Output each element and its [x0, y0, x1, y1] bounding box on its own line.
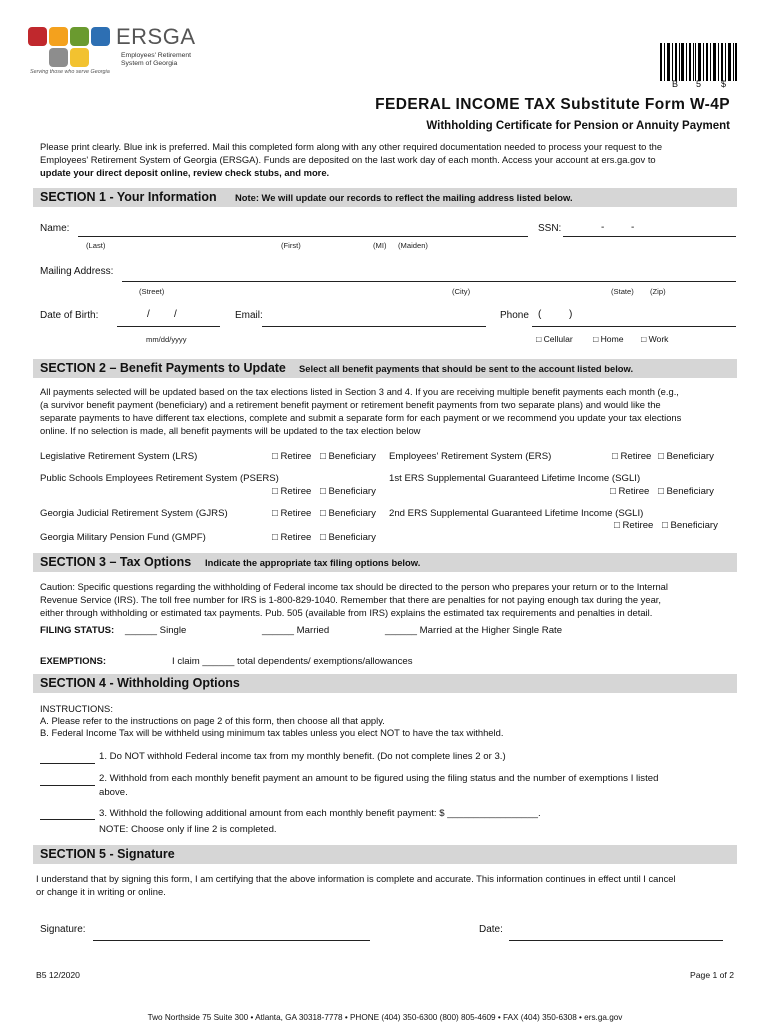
intro-line-1: Please print clearly. Blue ink is preferred. Mail this completed form along with any other required documentation needed to process your request to the: [40, 141, 663, 152]
section-2-title: SECTION 2 – Benefit Payments to Update: [40, 361, 286, 375]
option-3-blank[interactable]: [40, 819, 95, 820]
section-4-header: [33, 674, 737, 693]
filing-single-option[interactable]: ______ Single: [125, 625, 187, 636]
section-5-header: [33, 845, 737, 864]
gmpf-retiree-checkbox[interactable]: □ Retiree: [272, 532, 312, 543]
email-field[interactable]: [262, 326, 486, 327]
barcode-digit-2: 5: [696, 79, 702, 89]
page-title: FEDERAL INCOME TAX Substitute Form W-4P: [375, 96, 730, 113]
cellular-checkbox[interactable]: □ Cellular: [536, 334, 573, 344]
street-hint: (Street): [139, 287, 165, 296]
logo-line1: Employees' Retirement: [121, 52, 192, 59]
signature-label: Signature:: [40, 924, 86, 935]
logo-square-orange: [49, 27, 68, 46]
psers-label: Public Schools Employees Retirement System (PSERS): [40, 473, 279, 484]
phone-open-paren: (: [538, 309, 542, 320]
form-id: B5 12/2020: [36, 970, 80, 980]
exemptions-claim-field[interactable]: I claim ______ total dependents/ exemptions/allowances: [172, 656, 413, 667]
logo-square-blue: [91, 27, 110, 46]
section-2-para-3: separate payments to have different tax elections, complete and submit a separate form for each payment or we recommend you update your tax elections: [40, 412, 682, 423]
logo-square-gray: [49, 48, 68, 67]
middle-initial-hint: (MI): [373, 241, 387, 250]
page-number: Page 1 of 2: [690, 970, 734, 980]
caution-line-3: either through withholding or estimated tax payments. Pub. 505 (available from IRS) explains the estimated tax requirements and penalties in detail.: [40, 607, 653, 618]
work-checkbox[interactable]: □ Work: [641, 334, 669, 344]
section-2-note: Select all benefit payments that should be sent to the account listed below.: [299, 363, 634, 374]
name-field[interactable]: [78, 236, 528, 237]
maiden-name-hint: (Maiden): [398, 241, 428, 250]
logo-line2: System of Georgia: [121, 60, 178, 67]
option-3-text: 3. Withhold the following additional amount from each monthly benefit payment: $ _________________.: [99, 808, 541, 819]
section-1-header: [33, 188, 737, 207]
state-hint: (State): [611, 287, 634, 296]
dob-separator-2: /: [174, 309, 177, 320]
lrs-label: Legislative Retirement System (LRS): [40, 451, 198, 462]
ers-label: Employees' Retirement System (ERS): [389, 451, 552, 462]
page-subtitle: Withholding Certificate for Pension or Annuity Payment: [426, 120, 730, 132]
last-name-hint: (Last): [86, 241, 106, 250]
exemptions-label: EXEMPTIONS:: [40, 656, 107, 667]
barcode-digit-1: B: [672, 79, 679, 89]
logo-square-yellow: [70, 48, 89, 67]
logo-name: ERSGA: [116, 24, 196, 49]
section-2-para-1: All payments selected will be updated based on the tax elections listed in Section 3 and 4. If you are receiving multiple benefit payments each month (e.g.,: [40, 386, 679, 397]
lrs-beneficiary-checkbox[interactable]: □ Beneficiary: [320, 451, 376, 462]
section-1-title: SECTION 1 - Your Information: [40, 190, 217, 204]
instruction-b: B. Federal Income Tax will be withheld using minimum tax tables unless you elect NOT to have the tax withheld.: [40, 727, 504, 738]
section-3-title: SECTION 3 – Tax Options: [40, 555, 192, 569]
section-5-title: SECTION 5 - Signature: [40, 847, 175, 861]
sgli-2-beneficiary-checkbox[interactable]: □ Beneficiary: [662, 520, 718, 531]
lrs-retiree-checkbox[interactable]: □ Retiree: [272, 451, 312, 462]
section-2-header: [33, 359, 737, 378]
option-2-text: 2. Withhold from each monthly benefit payment an amount to be figured using the filing status and the number of exemptions I listed: [99, 773, 659, 784]
section-3-header: [33, 553, 737, 572]
psers-retiree-checkbox[interactable]: □ Retiree: [272, 486, 312, 497]
section-3-note: Indicate the appropriate tax filing options below.: [205, 557, 421, 568]
sgli-1-beneficiary-checkbox[interactable]: □ Beneficiary: [658, 486, 714, 497]
home-checkbox[interactable]: □ Home: [593, 334, 624, 344]
ers-beneficiary-checkbox[interactable]: □ Beneficiary: [658, 451, 714, 462]
instruction-a: A. Please refer to the instructions on page 2 of this form, then choose all that apply.: [40, 715, 385, 726]
certification-line-1: I understand that by signing this form, I am certifying that the above information is complete and accurate. This information continues in effect until I cancel: [36, 873, 676, 884]
section-4-title: SECTION 4 - Withholding Options: [40, 676, 240, 690]
barcode-digit-3: $: [721, 79, 727, 89]
signature-field[interactable]: [93, 940, 370, 941]
certification-line-2: or change it in writing or online.: [36, 886, 166, 897]
ssn-dash-1: -: [601, 222, 605, 233]
email-label: Email:: [235, 310, 263, 321]
barcode-bars: [660, 43, 737, 81]
ssn-label: SSN:: [538, 223, 562, 234]
gjrs-beneficiary-checkbox[interactable]: □ Beneficiary: [320, 508, 376, 519]
date-field[interactable]: [509, 940, 723, 941]
phone-close-paren: ): [569, 309, 573, 320]
caution-line-2: Revenue Service (IRS). The toll free number for IRS is 1-800-829-1040. Remember that there are penalties for not paying enough tax during the year,: [40, 594, 662, 605]
section-1-note: Note: We will update our records to reflect the mailing address listed below.: [235, 192, 573, 203]
ers-retiree-checkbox[interactable]: □ Retiree: [612, 451, 652, 462]
logo-square-red: [28, 27, 47, 46]
zip-hint: (Zip): [650, 287, 666, 296]
phone-field[interactable]: [532, 326, 736, 327]
mailing-address-field[interactable]: [122, 281, 736, 282]
filing-married-option[interactable]: ______ Married: [262, 625, 330, 636]
sgli-1-retiree-checkbox[interactable]: □ Retiree: [610, 486, 650, 497]
option-2-blank[interactable]: [40, 785, 95, 786]
sgli-2-label: 2nd ERS Supplemental Guaranteed Lifetime Income (SGLI): [389, 508, 644, 519]
instructions-heading: INSTRUCTIONS:: [40, 703, 113, 714]
ssn-dash-2: -: [631, 222, 635, 233]
dob-field[interactable]: [117, 326, 220, 327]
filing-status-label: FILING STATUS:: [40, 625, 115, 636]
caution-line-1: Caution: Specific questions regarding the withholding of Federal income tax should be directed to the person who prepares your return or to the Internal: [40, 581, 668, 592]
intro-line-2: Employees' Retirement System of Georgia (ERSGA). Funds are deposited on the last work day of each month. Access your account at ers.ga.gov to: [40, 154, 656, 165]
filing-married-higher-option[interactable]: ______ Married at the Higher Single Rate: [385, 625, 563, 636]
sgli-1-label: 1st ERS Supplemental Guaranteed Lifetime Income (SGLI): [389, 473, 641, 484]
section-2-para-4: online. If no selection is made, all benefit payments will be updated to the tax election below: [40, 425, 421, 436]
gjrs-label: Georgia Judicial Retirement System (GJRS): [40, 508, 228, 519]
intro-line-3: update your direct deposit online, review check stubs, and more.: [40, 167, 330, 178]
name-label: Name:: [40, 223, 70, 234]
ersga-logo: [28, 24, 208, 79]
dob-format-hint: mm/dd/yyyy: [146, 335, 187, 344]
dob-separator-1: /: [147, 309, 150, 320]
mailing-address-label: Mailing Address:: [40, 266, 114, 277]
section-2-para-2: (a survivor benefit payment (beneficiary) and a retirement benefit payment or retirement benefit payments from two separate plans) and would like the: [40, 399, 661, 410]
footer-address: Two Northside 75 Suite 300 • Atlanta, GA 30318-7778 • PHONE (404) 350-6300 (800) 805-4609 • FAX (404) 350-6308 • ers.ga.gov: [147, 1013, 623, 1022]
barcode: [660, 43, 737, 91]
city-hint: (City): [452, 287, 471, 296]
logo-tagline: Serving those who serve Georgia: [30, 69, 110, 75]
logo-square-green: [70, 27, 89, 46]
sgli-2-retiree-checkbox[interactable]: □ Retiree: [614, 520, 654, 531]
option-1-blank[interactable]: [40, 763, 95, 764]
option-3-note: NOTE: Choose only if line 2 is completed.: [99, 824, 277, 835]
ssn-field[interactable]: [563, 236, 736, 237]
option-1-text: 1. Do NOT withhold Federal income tax from my monthly benefit. (Do not complete lines 2 or 3.): [99, 751, 506, 762]
gmpf-beneficiary-checkbox[interactable]: □ Beneficiary: [320, 532, 376, 543]
gmpf-label: Georgia Military Pension Fund (GMPF): [40, 532, 206, 543]
dob-label: Date of Birth:: [40, 310, 99, 321]
date-label: Date:: [479, 924, 503, 935]
phone-label: Phone: [500, 310, 529, 321]
gjrs-retiree-checkbox[interactable]: □ Retiree: [272, 508, 312, 519]
option-2-text-continued: above.: [99, 787, 128, 798]
first-name-hint: (First): [281, 241, 301, 250]
psers-beneficiary-checkbox[interactable]: □ Beneficiary: [320, 486, 376, 497]
